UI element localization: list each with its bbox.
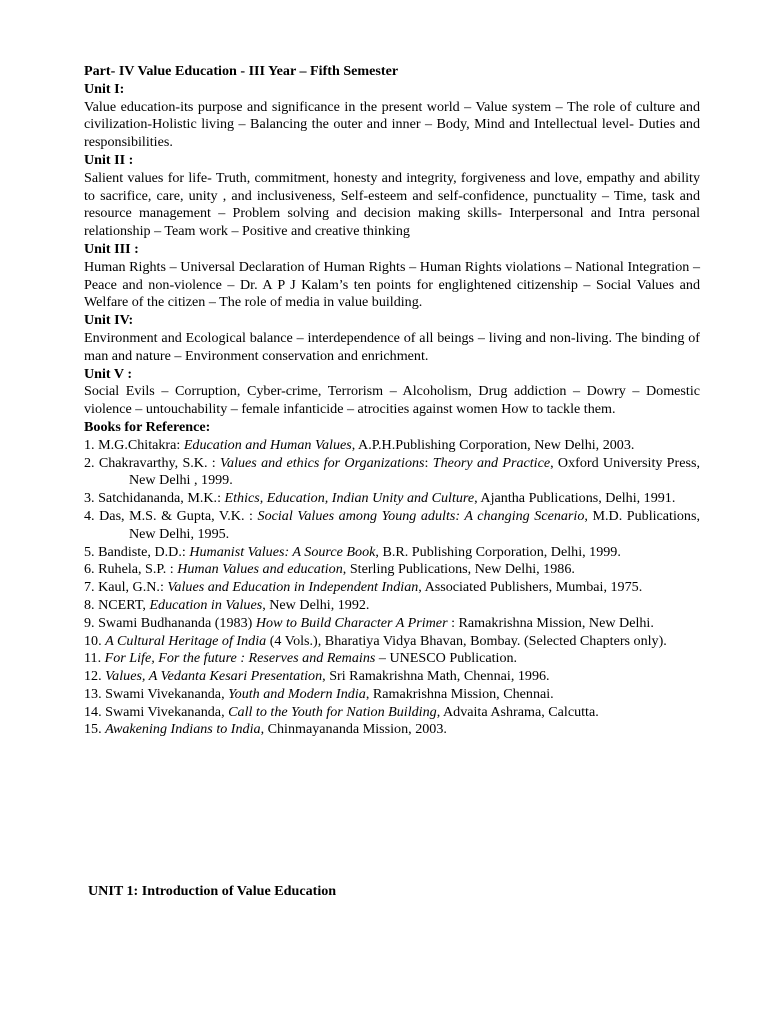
reference-item: 9. Swami Budhananda (1983) How to Build Character A Primer : Ramakrishna Mission, New Delhi. [84,614,654,631]
unit-1 [84,81,700,152]
document-page [84,63,700,739]
reference-item: 4. Das, M.S. & Gupta, V.K. : Social Values among Young adults: A changing Scenario, M.D. Publications, New Delhi, 1995. [84,507,700,542]
unit-5 [84,366,700,419]
section-heading: UNIT 1: Introduction of Value Education [88,883,337,899]
unit-heading: Unit IV: [84,312,134,329]
reference-item: 13. Swami Vivekananda, Youth and Modern India, Ramakrishna Mission, Chennai. [84,685,554,702]
reference-item: 8. NCERT, Education in Values, New Delhi, 1992. [84,596,370,613]
reference-item: 1. M.G.Chitakra: Education and Human Values, A.P.H.Publishing Corporation, New Delhi, 2003. [84,436,635,453]
unit-text: Value education-its purpose and significance in the present world – Value system – The role of culture and civilization-Holistic living – Balancing the outer and inner – Body, Mind and Intellectual level- Duties and responsibilities. [84,98,700,151]
unit-text: Salient values for life- Truth, commitment, honesty and integrity, forgiveness and love, empathy and ability to sacrifice, care, unity , and inclusiveness, Self-esteem and self-confidence, punctuality – Time, task and resource management – Problem solving and decision making skills- Interpersonal and Intra personal relationship – Team work – Positive and creative thinking [84,169,700,240]
unit-text: Social Evils – Corruption, Cyber-crime, Terrorism – Alcoholism, Drug addiction – Dowry – Domestic violence – untouchability – female infanticide – atrocities against women How to tackle them. [84,383,700,418]
page-title: Part- IV Value Education - III Year – Fifth Semester [84,63,399,79]
unit-2 [84,152,700,241]
reference-item: 5. Bandiste, D.D.: Humanist Values: A Source Book, B.R. Publishing Corporation, Delhi, 1999. [84,543,621,560]
unit-heading: Unit I: [84,80,125,97]
unit-3 [84,241,700,312]
reference-item: 3. Satchidananda, M.K.: Ethics, Education, Indian Unity and Culture, Ajantha Publications, Delhi, 1991. [84,490,676,507]
unit-text: Human Rights – Universal Declaration of Human Rights – Human Rights violations – National Integration – Peace and non-violence – Dr. A P J Kalam’s ten points for englightened citizenship – Social Values and Welfare of the citizen – The role of media in value building. [84,258,700,311]
unit-heading: Unit III : [84,240,139,257]
unit-4 [84,312,700,365]
reference-item: 2. Chakravarthy, S.K. : Values and ethics for Organizations: Theory and Practice, Oxford University Press, New Delhi , 1999. [84,454,700,489]
reference-item: 14. Swami Vivekananda, Call to the Youth for Nation Building, Advaita Ashrama, Calcutta. [84,703,599,720]
reference-list [84,437,700,740]
unit-heading: Unit II : [84,151,134,168]
reference-item: 11. For Life, For the future : Reserves and Remains – UNESCO Publication. [84,650,518,667]
reference-item: 15. Awakening Indians to India, Chinmayananda Mission, 2003. [84,721,447,738]
reference-item: 12. Values, A Vedanta Kesari Presentation, Sri Ramakrishna Math, Chennai, 1996. [84,668,550,685]
unit-text: Environment and Ecological balance – interdependence of all beings – living and non-living. The binding of man and nature – Environment conservation and enrichment. [84,329,700,364]
reference-item: 7. Kaul, G.N.: Values and Education in Independent Indian, Associated Publishers, Mumbai, 1975. [84,579,643,596]
reference-item: 10. A Cultural Heritage of India (4 Vols.), Bharatiya Vidya Bhavan, Bombay. (Selected Chapters only). [84,632,667,649]
books-heading: Books for Reference: [84,418,211,435]
reference-item: 6. Ruhela, S.P. : Human Values and education, Sterling Publications, New Delhi, 1986. [84,561,575,578]
unit-heading: Unit V : [84,365,133,382]
